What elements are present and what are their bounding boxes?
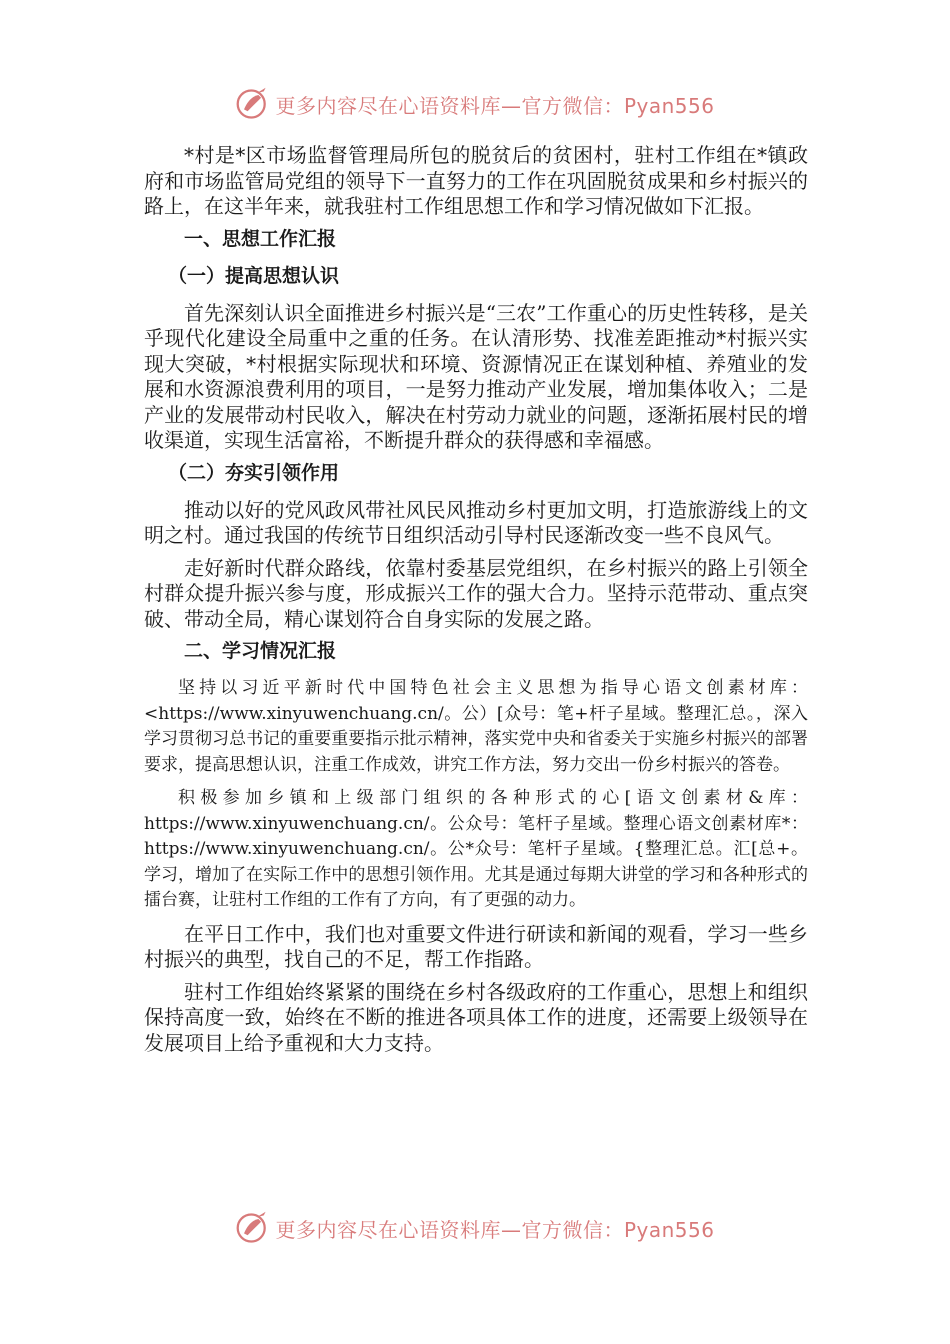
section2-paragraph-4: 驻村工作组始终紧紧的围绕在乡村各级政府的工作重心，思想上和组织保持高度一致，始终在不断的推进各项具体工作的进度，还需要上级领导在发展项目上给予重视和大力支持。 [144,979,808,1055]
section1-heading: 一、思想工作汇报 [184,227,337,250]
banner-text: 更多内容尽在心语资料库—官方微信：Pyan556 [275,93,715,118]
pen-logo-icon [235,1210,271,1246]
section1-sub1-heading: （一）提高思想认识 [168,264,340,287]
section2-paragraph-2: 积极参加乡镇和上级部门组织的各种形式的心[语文创素材&库：https://www.xinyuwenchuang.cn/。公众号：笔杆子星域。整理心语文创素材库*：https://www.xinyuwenchuang.cn/。公*众号：笔杆子星域。{整理汇总。汇[总+。学习，增加了在实际工作中的思想引领作用。尤其是通过每期大讲堂的学习和各种形式的擂台赛，让驻村工作组的工作有了方向，有了更强的动力。 [144,788,808,910]
section2-paragraph-3: 在平日工作中，我们也对重要文件进行研读和新闻的观看，学习一些乡村振兴的典型，找自己的不足，帮工作指路。 [144,921,808,971]
section2-heading: 二、学习情况汇报 [184,640,337,662]
section2-paragraph-1: 坚持以习近平新时代中国特色社会主义思想为指导心语文创素材库：<https://www.xinyuwenchuang.cn/。公）[众号：笔+杆子星域。整理汇总。，深入学习贯彻习总书记的重要重要指示批示精神，落实党中央和省委关于实施乡村振兴的部署要求，提高思想认识，注重工作成效，讲究工作方法，努力交出一份乡村振兴的答卷。 [144,678,808,775]
pen-logo-icon [235,86,271,122]
section1-sub2-paragraph-1: 推动以好的党风政风带社风民风推动乡村更加文明，打造旅游线上的文明之村。通过我国的传统节日组织活动引导村民逐渐改变一些不良风气。 [144,497,808,547]
section1-sub2-paragraph-2: 走好新时代群众路线，依靠村委基层党组织，在乡村振兴的路上引领全村群众提升振兴参与度，形成振兴工作的强大合力。坚持示范带动、重点突破、带动全局，精心谋划符合自身实际的发展之路。 [144,555,808,631]
intro-paragraph: *村是*区市场监督管理局所包的脱贫后的贫困村，驻村工作组在*镇政府和市场监管局党组的领导下一直努力的工作在巩固脱贫成果和乡村振兴的路上，在这半年来，就我驻村工作组思想工作和学习情况做如下汇报。 [144,143,808,218]
section1-sub1-paragraph: 首先深刻认识全面推进乡村振兴是“三农”工作重心的历史性转移，是关乎现代化建设全局重中之重的任务。在认清形势、找准差距推动*村振兴实现大突破，*村根据实际现状和环境、资源情况正在谋划种植、养殖业的发展和水资源浪费利用的项目，一是努力推动产业发展，增加集体收入；二是产业的发展带动村民收入，解决在村劳动力就业的问题，逐渐拓展村民的增收渠道，实现生活富裕，不断提升群众的获得感和幸福感。 [144,300,808,452]
footer-banner [0,1206,950,1250]
banner-text: 更多内容尽在心语资料库—官方微信：Pyan556 [275,1217,715,1242]
document-body [144,143,808,1063]
section1-sub2-heading: （二）夯实引领作用 [168,461,340,484]
header-banner [0,82,950,126]
